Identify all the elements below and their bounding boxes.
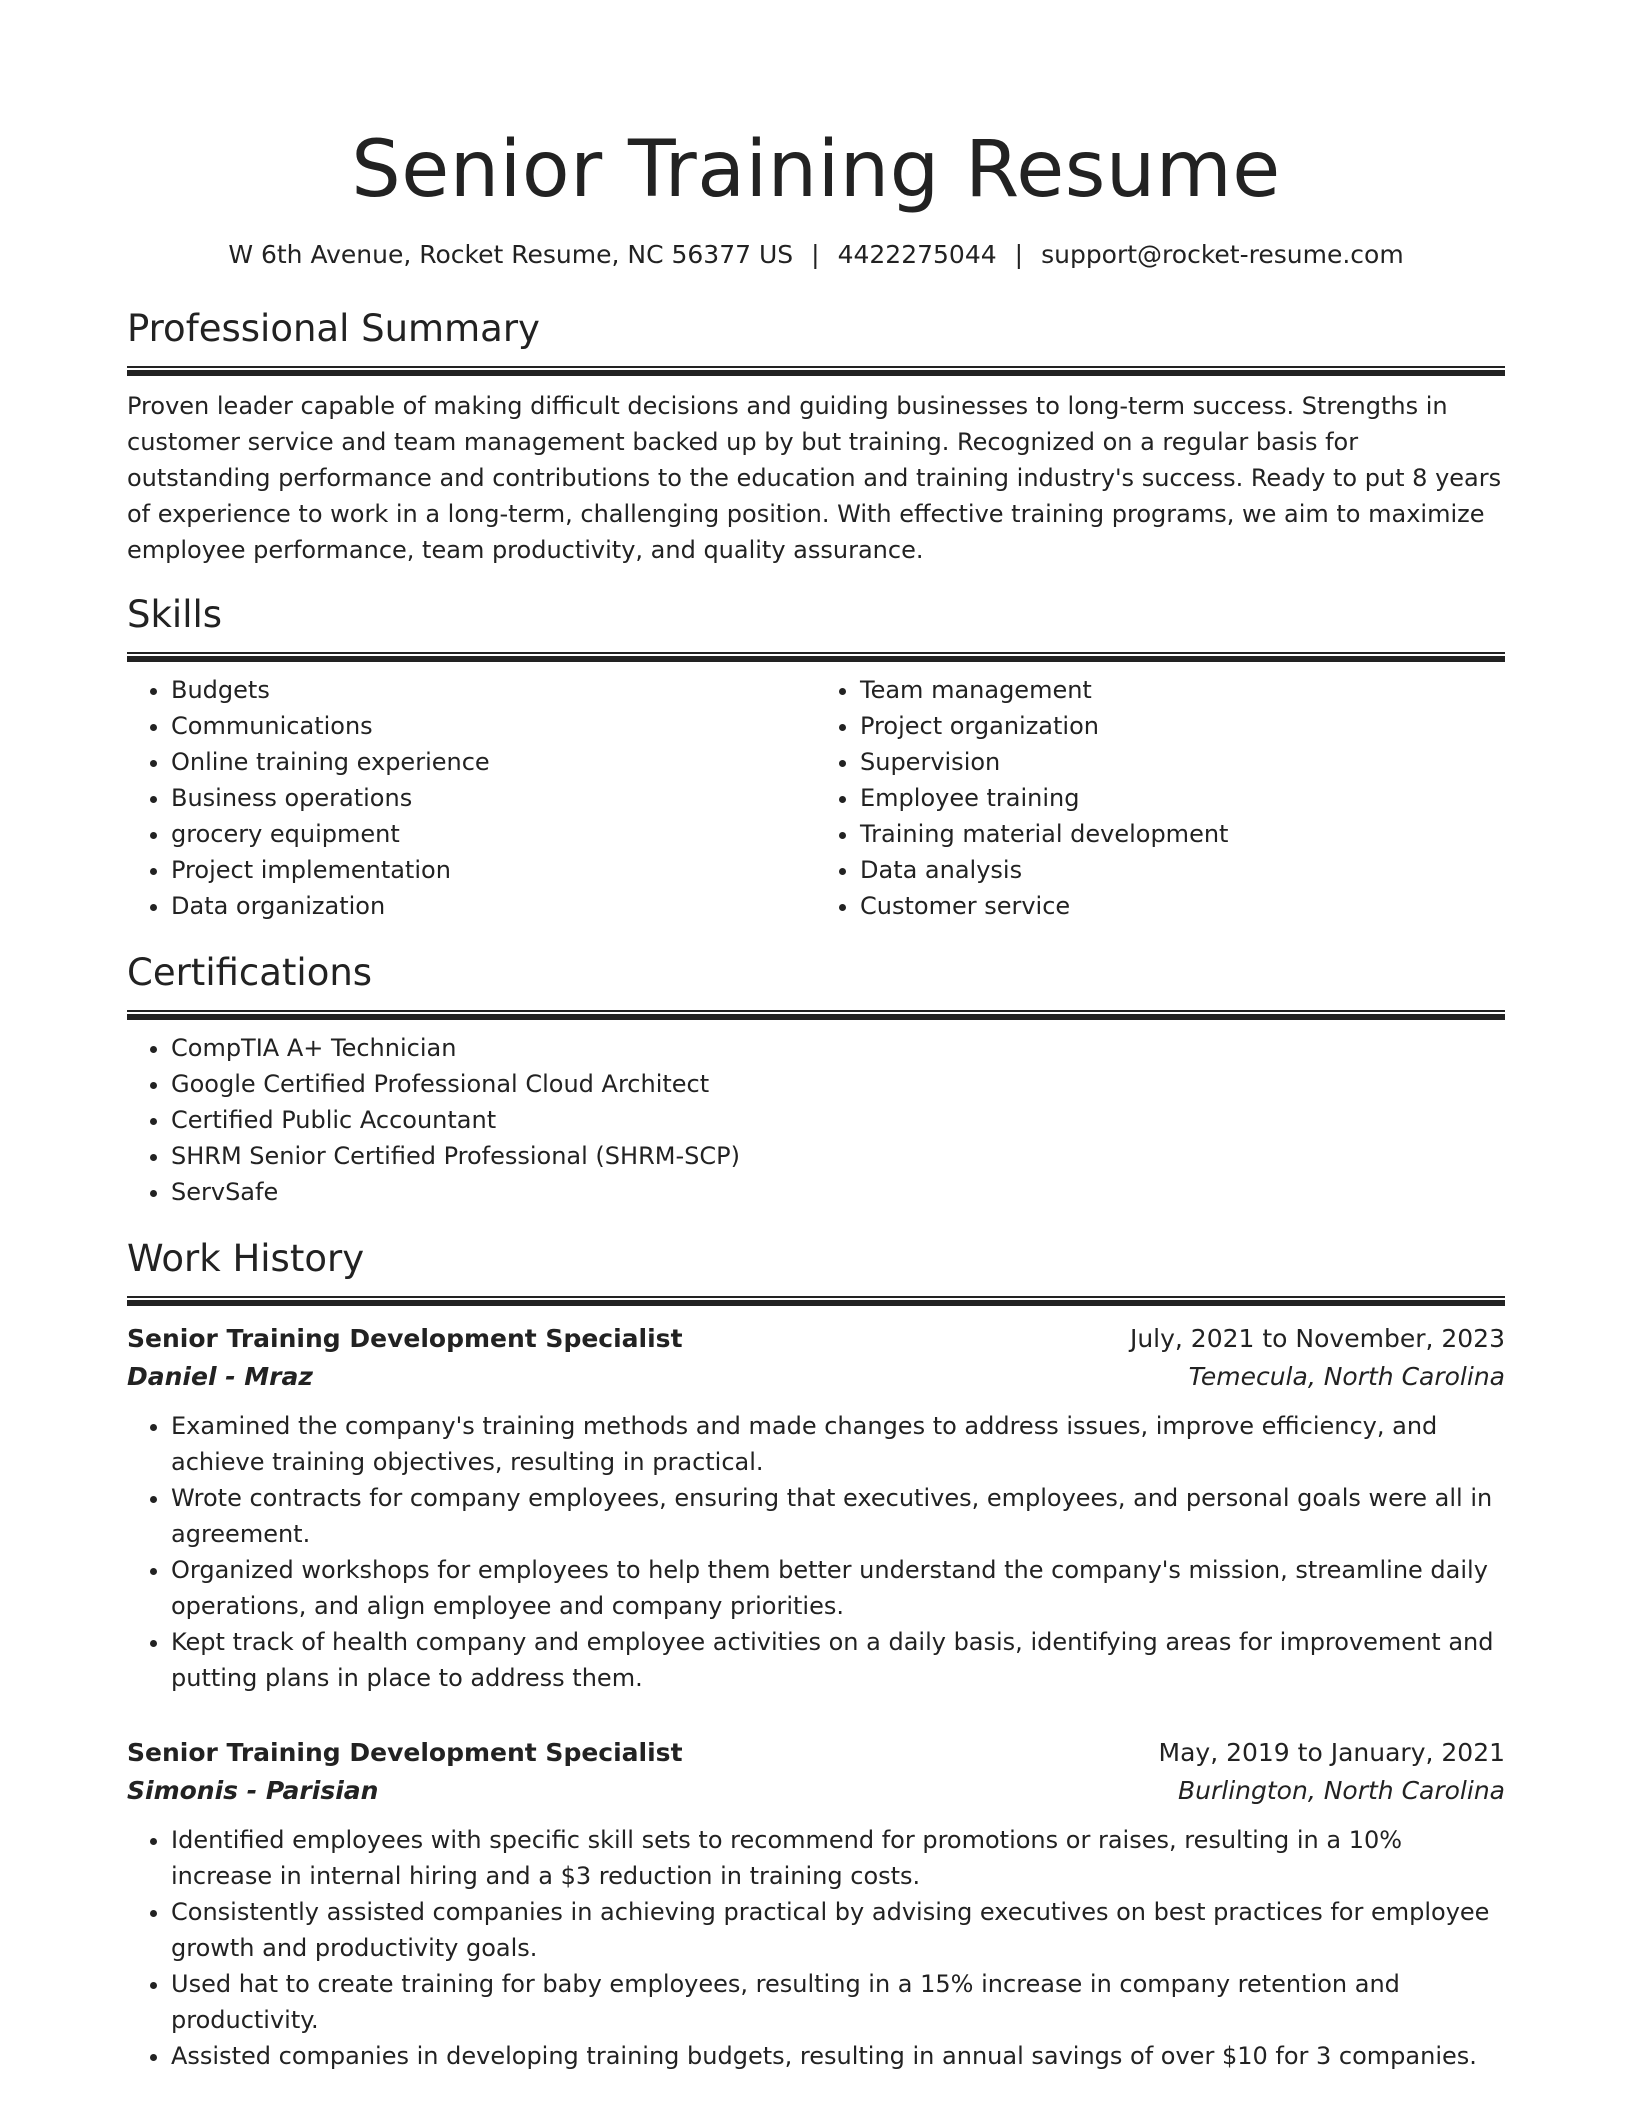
section-heading-summary: Professional Summary: [127, 307, 540, 350]
summary-section: [127, 306, 1505, 568]
certifications-list: [127, 1030, 1505, 1210]
job-entry: [127, 1734, 1505, 2074]
job-bullets: [127, 1408, 1505, 1696]
skills-list-right: [816, 672, 1505, 924]
skill-item: • Online training experience: [171, 744, 816, 780]
section-divider: [127, 366, 1505, 376]
skill-item: • Team management: [860, 672, 1505, 708]
job-employer: Simonis - Parisian: [127, 1776, 379, 1805]
section-heading-certifications: Certifications: [127, 951, 373, 994]
certification-item: • Google Certified Professional Cloud Architect: [171, 1066, 1505, 1102]
job-bullet: • Wrote contracts for company employees, ensuring that executives, employees, and personal goals were all in agreement.: [171, 1480, 1505, 1552]
resume-title: Senior Training Resume: [351, 125, 1281, 215]
job-entry: [127, 1320, 1505, 1696]
skill-item: • Communications: [171, 708, 816, 744]
certification-item: • Certified Public Accountant: [171, 1102, 1505, 1138]
skill-item: • Employee training: [860, 780, 1505, 816]
job-bullet: • Examined the company's training methods and made changes to address issues, improve efficiency, and achieve training objectives, resulting in practical.: [171, 1408, 1505, 1480]
skill-item: • Budgets: [171, 672, 816, 708]
skill-item: • Business operations: [171, 780, 816, 816]
job-bullets: [127, 1822, 1505, 2074]
work-history-section: [127, 1236, 1505, 2074]
skills-grid: [127, 672, 1505, 924]
certifications-section: [127, 950, 1505, 1210]
job-title: Senior Training Development Specialist: [127, 1324, 683, 1353]
skill-item: • Supervision: [860, 744, 1505, 780]
section-divider: [127, 1296, 1505, 1306]
contact-separator: |: [811, 240, 820, 269]
summary-text: Proven leader capable of making difficult decisions and guiding businesses to long-term success. Strengths in customer service and team management backed up by but training. Recognized on a regular basis for outstanding performance and contributions to the education and training industry's success. Ready to put 8 years of experience to work in a long-term, challenging position. With effective training programs, we aim to maximize employee performance, team productivity, and quality assurance.: [127, 392, 1502, 564]
section-divider: [127, 1010, 1505, 1020]
job-dates: July, 2021 to November, 2023: [1129, 1324, 1505, 1353]
contact-phone: 4422275044: [837, 240, 997, 269]
skill-item: • Customer service: [860, 888, 1505, 924]
job-bullet: • Used hat to create training for baby employees, resulting in a 15% increase in company retention and productivity.: [171, 1966, 1505, 2038]
skill-item: • grocery equipment: [171, 816, 816, 852]
job-location: Burlington, North Carolina: [1178, 1776, 1505, 1805]
job-bullet: • Organized workshops for employees to help them better understand the company's mission, streamline daily operations, and align employee and company priorities.: [171, 1552, 1505, 1624]
contact-address: W 6th Avenue, Rocket Resume, NC 56377 US: [228, 240, 794, 269]
certification-item: • SHRM Senior Certified Professional (SHRM-SCP): [171, 1138, 1505, 1174]
certification-item: • ServSafe: [171, 1174, 1505, 1210]
skill-item: • Project implementation: [171, 852, 816, 888]
job-employer-row: [127, 1358, 1505, 1396]
skill-item: • Training material development: [860, 816, 1505, 852]
job-dates: May, 2019 to January, 2021: [1158, 1738, 1505, 1767]
job-title-row: [127, 1734, 1505, 1772]
skill-item: • Project organization: [860, 708, 1505, 744]
contact-line: [127, 238, 1505, 272]
job-bullet: • Consistently assisted companies in achieving practical by advising executives on best practices for employee growth and productivity goals.: [171, 1894, 1505, 1966]
job-employer: Daniel - Mraz: [127, 1362, 313, 1391]
skills-section: [127, 592, 1505, 924]
job-title-row: [127, 1320, 1505, 1358]
job-bullet: • Kept track of health company and employee activities on a daily basis, identifying areas for improvement and putting plans in place to address them.: [171, 1624, 1505, 1696]
skill-item: • Data analysis: [860, 852, 1505, 888]
skills-list-left: [127, 672, 816, 924]
job-title: Senior Training Development Specialist: [127, 1738, 683, 1767]
job-location: Temecula, North Carolina: [1188, 1362, 1505, 1391]
section-divider: [127, 652, 1505, 662]
job-employer-row: [127, 1772, 1505, 1810]
skill-item: • Data organization: [171, 888, 816, 924]
contact-separator: |: [1014, 240, 1024, 269]
section-heading-work-history: Work History: [127, 1237, 365, 1280]
certification-item: • CompTIA A+ Technician: [171, 1030, 1505, 1066]
contact-email: support@rocket-resume.com: [1041, 240, 1404, 269]
section-heading-skills: Skills: [127, 593, 223, 636]
job-bullet: • Assisted companies in developing training budgets, resulting in annual savings of over $10 for 3 companies.: [171, 2038, 1505, 2074]
job-bullet: • Identified employees with specific skill sets to recommend for promotions or raises, resulting in a 10% increase in internal hiring and a $3 reduction in training costs.: [171, 1822, 1505, 1894]
